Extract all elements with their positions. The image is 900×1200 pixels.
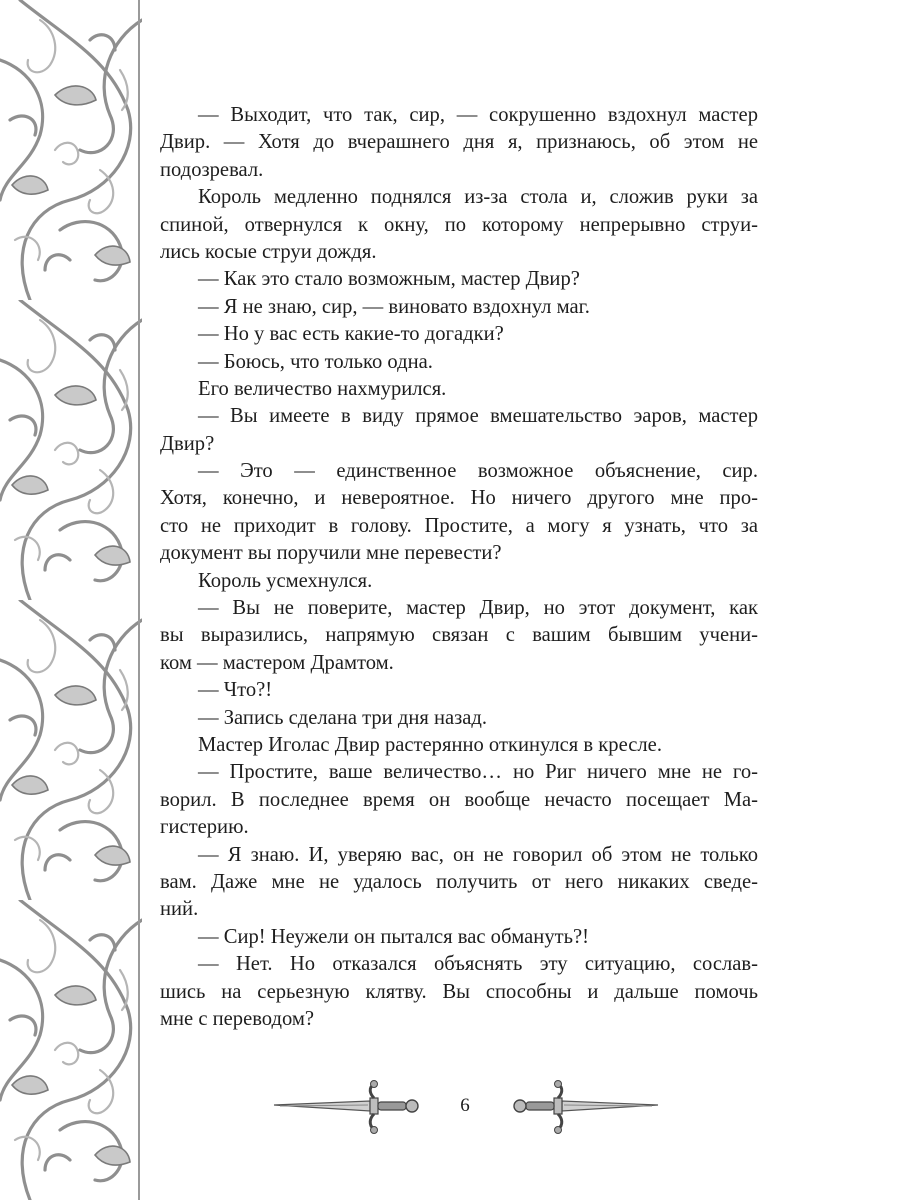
- text-line: — Как это стало возможным, мастер Двир?: [198, 268, 580, 291]
- sword-icon: [502, 1078, 662, 1138]
- text-line: Король усмехнулся.: [198, 569, 373, 592]
- text-line: — Я знаю. И, уверяю вас, он не говорил об этом не только: [198, 843, 758, 866]
- text-line: подозревал.: [160, 158, 264, 181]
- text-line: мне с переводом?: [160, 1007, 315, 1030]
- text-line: — Вы не поверите, мастер Двир, но этот документ, как: [198, 597, 758, 620]
- text-line: — Нет. Но отказался объяснять эту ситуацию, сослав-: [198, 953, 758, 976]
- page-footer: [270, 1078, 660, 1138]
- text-line: гистерию.: [160, 816, 249, 839]
- text-line: Король медленно поднялся из-за стола и, сложив руки за: [198, 186, 758, 209]
- sword-icon: [270, 1078, 430, 1138]
- page-number: 6: [460, 1095, 470, 1116]
- text-line: Двир. — Хотя до вчерашнего дня я, признаюсь, об этом не: [160, 131, 758, 154]
- text-line: — Что?!: [198, 679, 273, 702]
- text-line: вам. Даже мне не удалось получить от него никаких сведе-: [160, 870, 758, 893]
- text-line: вы выразились, напрямую связан с вашим бывшим учени-: [160, 624, 758, 647]
- text-line: — Но у вас есть какие-то догадки?: [198, 323, 504, 346]
- text-line: лись косые струи дождя.: [160, 240, 377, 263]
- text-line: — Простите, ваше величество… но Риг ничего мне не го-: [198, 761, 758, 784]
- text-line: ний.: [160, 898, 199, 921]
- text-line: Двир?: [160, 432, 215, 455]
- text-line: ворил. В последнее время он вообще нечасто посещает Ма-: [160, 788, 758, 811]
- book-text: [160, 102, 758, 1033]
- text-line: — Я не знаю, сир, — виновато вздохнул маг.: [198, 295, 590, 318]
- text-line: — Выходит, что так, сир, — сокрушенно вздохнул мастер: [198, 104, 758, 126]
- text-line: — Вы имеете в виду прямое вмешательство эаров, мастер: [198, 405, 758, 428]
- text-line: сто не приходит в голову. Простите, а могу я узнать, что за: [160, 514, 758, 537]
- text-line: спиной, отвернулся к окну, по которому непрерывно струи-: [160, 213, 758, 236]
- text-line: шись на серьезную клятву. Вы способны и дальше помочь: [160, 980, 758, 1003]
- text-line: Хотя, конечно, и невероятное. Но ничего другого мне про-: [160, 487, 758, 510]
- text-line: — Запись сделана три дня назад.: [198, 706, 488, 729]
- text-line: — Боюсь, что только одна.: [198, 350, 433, 373]
- text-line: Его величество нахмурился.: [198, 377, 447, 400]
- floral-ornament-icon: [0, 0, 142, 1200]
- text-line: документ вы поручили мне перевести?: [160, 542, 502, 565]
- text-line: ком — мастером Драмтом.: [160, 651, 394, 674]
- text-line: Мастер Иголас Двир растерянно откинулся в кресле.: [198, 733, 662, 756]
- text-line: — Сир! Неужели он пытался вас обмануть?!: [198, 925, 589, 948]
- text-line: — Это — единственное возможное объяснение, сир.: [198, 460, 758, 483]
